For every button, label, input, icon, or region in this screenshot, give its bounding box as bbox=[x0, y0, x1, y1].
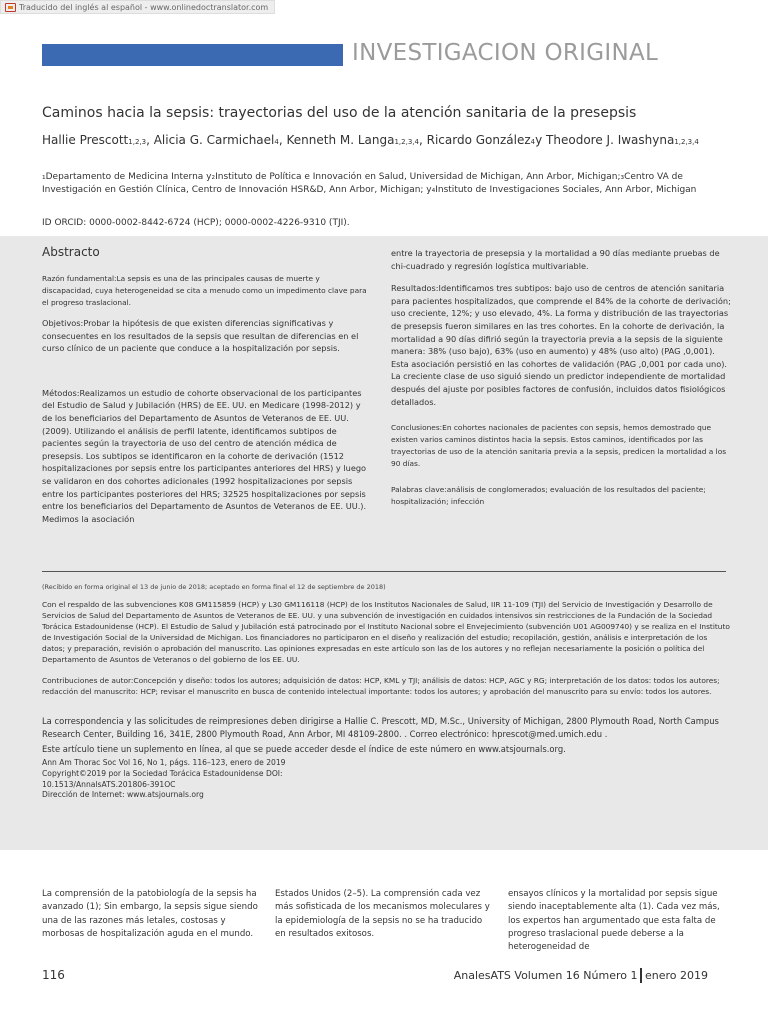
page-number: 116 bbox=[42, 968, 65, 982]
body-text-column-1: La comprensión de la patobiología de la sepsis ha avanzado (1); Sin embargo, la sepsis sigue siendo una de las razones más letales, costosas y morbosas de hospitalización aguda en el mundo. bbox=[42, 889, 258, 939]
author-name: Theodore J. Iwashyna bbox=[546, 133, 675, 147]
journal-issue: AnalesATS Volumen 16 Número 1 bbox=[453, 969, 638, 982]
citation-line: Dirección de Internet: www.atsjournals.org bbox=[42, 790, 204, 800]
body-text-column-2: Estados Unidos (2–5). La comprensión cada vez más sofisticada de los mecanismos moleculares y la epidemiología de la sepsis no se ha traducido en resultados exitosos. bbox=[275, 889, 490, 939]
author-separator: y bbox=[535, 133, 547, 147]
online-supplement-note: Este artículo tiene un suplemento en línea, al que se puede acceder desde el índice de este número en www.atsjournals.org. bbox=[42, 744, 566, 754]
abstract-methods: Métodos:Realizamos un estudio de cohorte observacional de los participantes del Estudio de Salud y Jubilación (HRS) de EE. UU. en Medicare (1998-2012) y de los beneficiarios del Departamento de Asuntos de Veteranos de EE. UU. (2009). Utilizando el análisis de perfil latente, identificamos subtipos de pacientes según la trayectoria de uso del centro de atención médica de presepsis. Los subtipos se identificaron en la cohorte de derivación (1512 hospitalizaciones por sepsis entre los participantes anteriores del HRS) y luego se validaron en dos cohortes adicionales (1992 hospitalizaciones por sepsis entre los participantes posteriores del HRS; 32525 hospitalizaciones por sepsis entre los beneficiarios del Departamento de Asuntos de Veteranos de EE. UU.). Medimos la asociación bbox=[42, 387, 367, 524]
author-affiliation-marker: 1,2,3,4 bbox=[674, 138, 699, 146]
author-name: Hallie Prescott bbox=[42, 133, 129, 147]
author-name: Alicia G. Carmichael bbox=[153, 133, 275, 147]
translate-icon bbox=[5, 3, 16, 12]
citation-line: Ann Am Thorac Soc Vol 16, No 1, págs. 116–123, enero de 2019 bbox=[42, 758, 286, 767]
author-list bbox=[42, 131, 732, 151]
author-separator: , bbox=[418, 133, 427, 147]
abstract-keywords: Palabras clave:análisis de conglomerados; evaluación de los resultados del paciente; hospitalización; infección bbox=[391, 485, 706, 507]
article-title: Caminos hacia la sepsis: trayectorias del uso de la atención sanitaria de la presepsis bbox=[42, 105, 637, 121]
affiliations: ₁Departamento de Medicina Interna y₂Instituto de Política e Innovación en Salud, Universidad de Michigan, Ann Arbor, Michigan;₃Centro VA de Investigación en Gestión Clínica, Centro de Innovación HSR&D, Ann Arbor, Michigan; y₄Instituto de Investigaciones Sociales, Ann Arbor, Michigan bbox=[42, 172, 697, 195]
running-footer bbox=[454, 968, 708, 983]
abstract-objectives: Objetivos:Probar la hipótesis de que existen diferencias significativas y consecuentes en los resultados de la sepsis que resultan de diferencias en el curso clínico de un paciente que conduce a la hospitalización por sepsis. bbox=[42, 318, 359, 354]
body-text-column-3: ensayos clínicos y la mortalidad por sepsis sigue siendo inaceptablemente alta (1). Cada vez más, los expertos han argumentado que esta falta de progreso traslacional puede deberse a la heterogeneidad de bbox=[508, 889, 720, 953]
citation-line: 10.1513/AnnalsATS.201806-391OC bbox=[42, 779, 176, 789]
footer-separator bbox=[640, 968, 642, 983]
received-dates: (Recibido en forma original el 13 de junio de 2018; aceptado en forma final el 12 de septiembre de 2018) bbox=[42, 583, 386, 591]
section-color-bar bbox=[42, 44, 343, 66]
abstract-rationale: Razón fundamental:La sepsis es una de las principales causas de muerte y discapacidad, cuya heterogeneidad se cita a menudo como un impedimento clave para el progreso traslacional. bbox=[42, 274, 367, 307]
orcid-ids: ID ORCID: 0000-0002-8442-6724 (HCP); 0000-0002-4226-9310 (TJI). bbox=[42, 218, 350, 228]
author-affiliation-marker: 1,2,3 bbox=[128, 138, 147, 146]
abstract-methods-continued: entre la trayectoria de presepsia y la mortalidad a 90 días mediante pruebas de chi-cuadrado y regresión logística multivariable. bbox=[391, 248, 720, 271]
abstract-results: Resultados:Identificamos tres subtipos: bajo uso de centros de atención sanitaria para pacientes hospitalizados, que comprende el 84% de la cohorte de derivación; uso creciente, 12%; y uso elevado, 4%. La forma y distribución de las trayectorias de presepsis fueron similares en las tres cohortes. En la cohorte de derivación, la mortalidad a 90 días difirió según la trayectoria previa a la sepsis de la siguiente manera: 38% (uso bajo), 63% (uso en aumento) y 48% (uso alto) (PAG ,0,001). Esta asociación persistió en las cohortes de validación (PAG ,0,001 por cada uno). La creciente clase de uso siguió siendo un predictor independiente de mortalidad después del ajuste por posibles factores de confusión, incluidos datos fisiológicos detallados. bbox=[391, 283, 731, 407]
author-contributions: Contribuciones de autor:Concepción y diseño: todos los autores; adquisición de datos: HCP, KML y TJI; análisis de datos: HCP, AGC y RG; interpretación de los datos: todos los autores; redacción del manuscrito: HCP; revisar el manuscrito en busca de contenido intelectual importante: todos los autores; y aprobación del manuscrito para su envío: todos los autores. bbox=[42, 676, 720, 696]
author-affiliation-marker: 1,2,3,4 bbox=[394, 138, 419, 146]
abstract-column-left bbox=[42, 273, 370, 525]
abstract-heading: Abstracto bbox=[42, 245, 100, 259]
author-separator: , bbox=[278, 133, 287, 147]
citation-block bbox=[42, 758, 442, 801]
translation-banner[interactable] bbox=[0, 0, 275, 14]
translation-banner-text[interactable]: Traducido del inglés al español - www.onlinedoctranslator.com bbox=[19, 2, 269, 12]
author-affiliation-marker: 4 bbox=[530, 138, 536, 146]
issue-date: enero 2019 bbox=[644, 969, 708, 982]
author-name: Ricardo González bbox=[426, 133, 531, 147]
author-name: Kenneth M. Langa bbox=[286, 133, 395, 147]
author-separator: , bbox=[146, 133, 154, 147]
funding-statement: Con el respaldo de las subvenciones K08 GM115859 (HCP) y L30 GM116118 (HCP) de los Institutos Nacionales de Salud, IIR 11-109 (TJI) del Servicio de Investigación y Desarrollo de Servicios de Salud del Departamento de Asuntos de Veteranos de EE. UU. y una subvención de investigación en cuidados intensivos sin restricciones de la Fundación de la Sociedad Torácica Estadounidense (HCP). El Estudio de Salud y Jubilación está patrocinado por el Instituto Nacional sobre el Envejecimiento (subvención U01 AG009740) y se realiza en el Instituto de Investigación Social de la Universidad de Michigan. Los financiadores no participaron en el diseño y realización del estudio; recopilación, gestión, análisis e interpretación de los datos; y preparación, revisión o aprobación del manuscrito. Las opiniones expresadas en este artículo son las de los autores y no reflejan necesariamente la posición o política del Departamento de Asuntos de Veteranos o del gobierno de los EE. UU. bbox=[42, 600, 730, 664]
section-title: INVESTIGACION ORIGINAL bbox=[352, 40, 659, 66]
footnote-divider bbox=[42, 571, 726, 572]
author-affiliation-marker: 4 bbox=[274, 138, 279, 146]
abstract-conclusions: Conclusiones:En cohortes nacionales de pacientes con sepsis, hemos demostrado que existen varios caminos distintos hacia la sepsis. Estos caminos, identificados por las trayectorias de uso de la atención sanitaria previa a la sepsis, predicen la mortalidad a los 90 días. bbox=[391, 423, 727, 469]
abstract-column-right bbox=[391, 247, 731, 508]
citation-line: Copyright©2019 por la Sociedad Torácica Estadounidense DOI: bbox=[42, 768, 283, 778]
correspondence: La correspondencia y las solicitudes de reimpresiones deben dirigirse a Hallie C. Prescott, MD, M.Sc., University of Michigan, 2800 Plymouth Road, North Campus Research Center, Building 16, 341E, 2800 Plymouth Road, Ann Arbor, MI 48109-2800. . Correo electrónico: hprescot@med.umich.edu . bbox=[42, 716, 719, 739]
